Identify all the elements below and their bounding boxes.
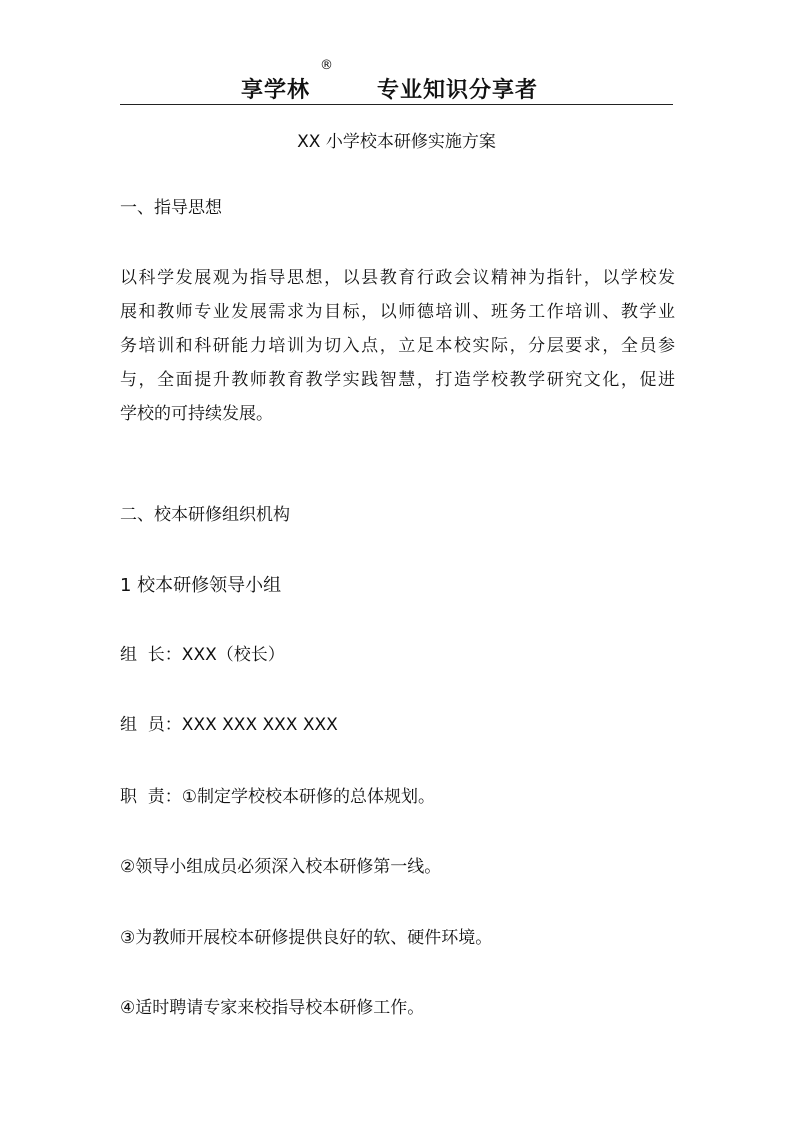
brand-tagline: 专业知识分享者 <box>377 78 539 103</box>
duty-line: ④适时聘请专家来校指导校本研修工作。 <box>120 998 425 1018</box>
brand-name: 享学林 <box>241 78 311 103</box>
section-heading-guiding-ideology: 一、指导思想 <box>120 198 222 218</box>
duty-line: 职 责：①制定学校校本研修的总体规划。 <box>120 787 436 807</box>
paragraph-line: 学校的可持续发展。 <box>120 404 273 424</box>
paragraph-line: 与，全面提升教师教育教学实践智慧，打造学校教学研究文化，促进 <box>120 370 675 390</box>
paragraph-line: 展和教师专业发展需求为目标，以师德培训、班务工作培训、教学业 <box>120 302 675 322</box>
section-heading-organization: 二、校本研修组织机构 <box>120 505 290 525</box>
paragraph-line: 以科学发展观为指导思想，以县教育行政会议精神为指针，以学校发 <box>120 268 675 288</box>
members-line: 组 员：XXX XXX XXX XXX <box>120 715 338 735</box>
subsection-heading-leading-group: 1 校本研修领导小组 <box>120 575 282 596</box>
duty-line: ②领导小组成员必须深入校本研修第一线。 <box>120 857 442 877</box>
leader-line: 组 长：XXX（校长） <box>120 645 285 665</box>
registered-mark: ® <box>320 58 333 73</box>
paragraph-line: 务培训和科研能力培训为切入点，立足本校实际，分层要求，全员参 <box>120 336 675 356</box>
guiding-ideology-paragraph <box>120 268 675 438</box>
page-header <box>120 60 673 105</box>
document-title: XX 小学校本研修实施方案 <box>297 132 496 152</box>
duty-line: ③为教师开展校本研修提供良好的软、硬件环境。 <box>120 928 493 948</box>
